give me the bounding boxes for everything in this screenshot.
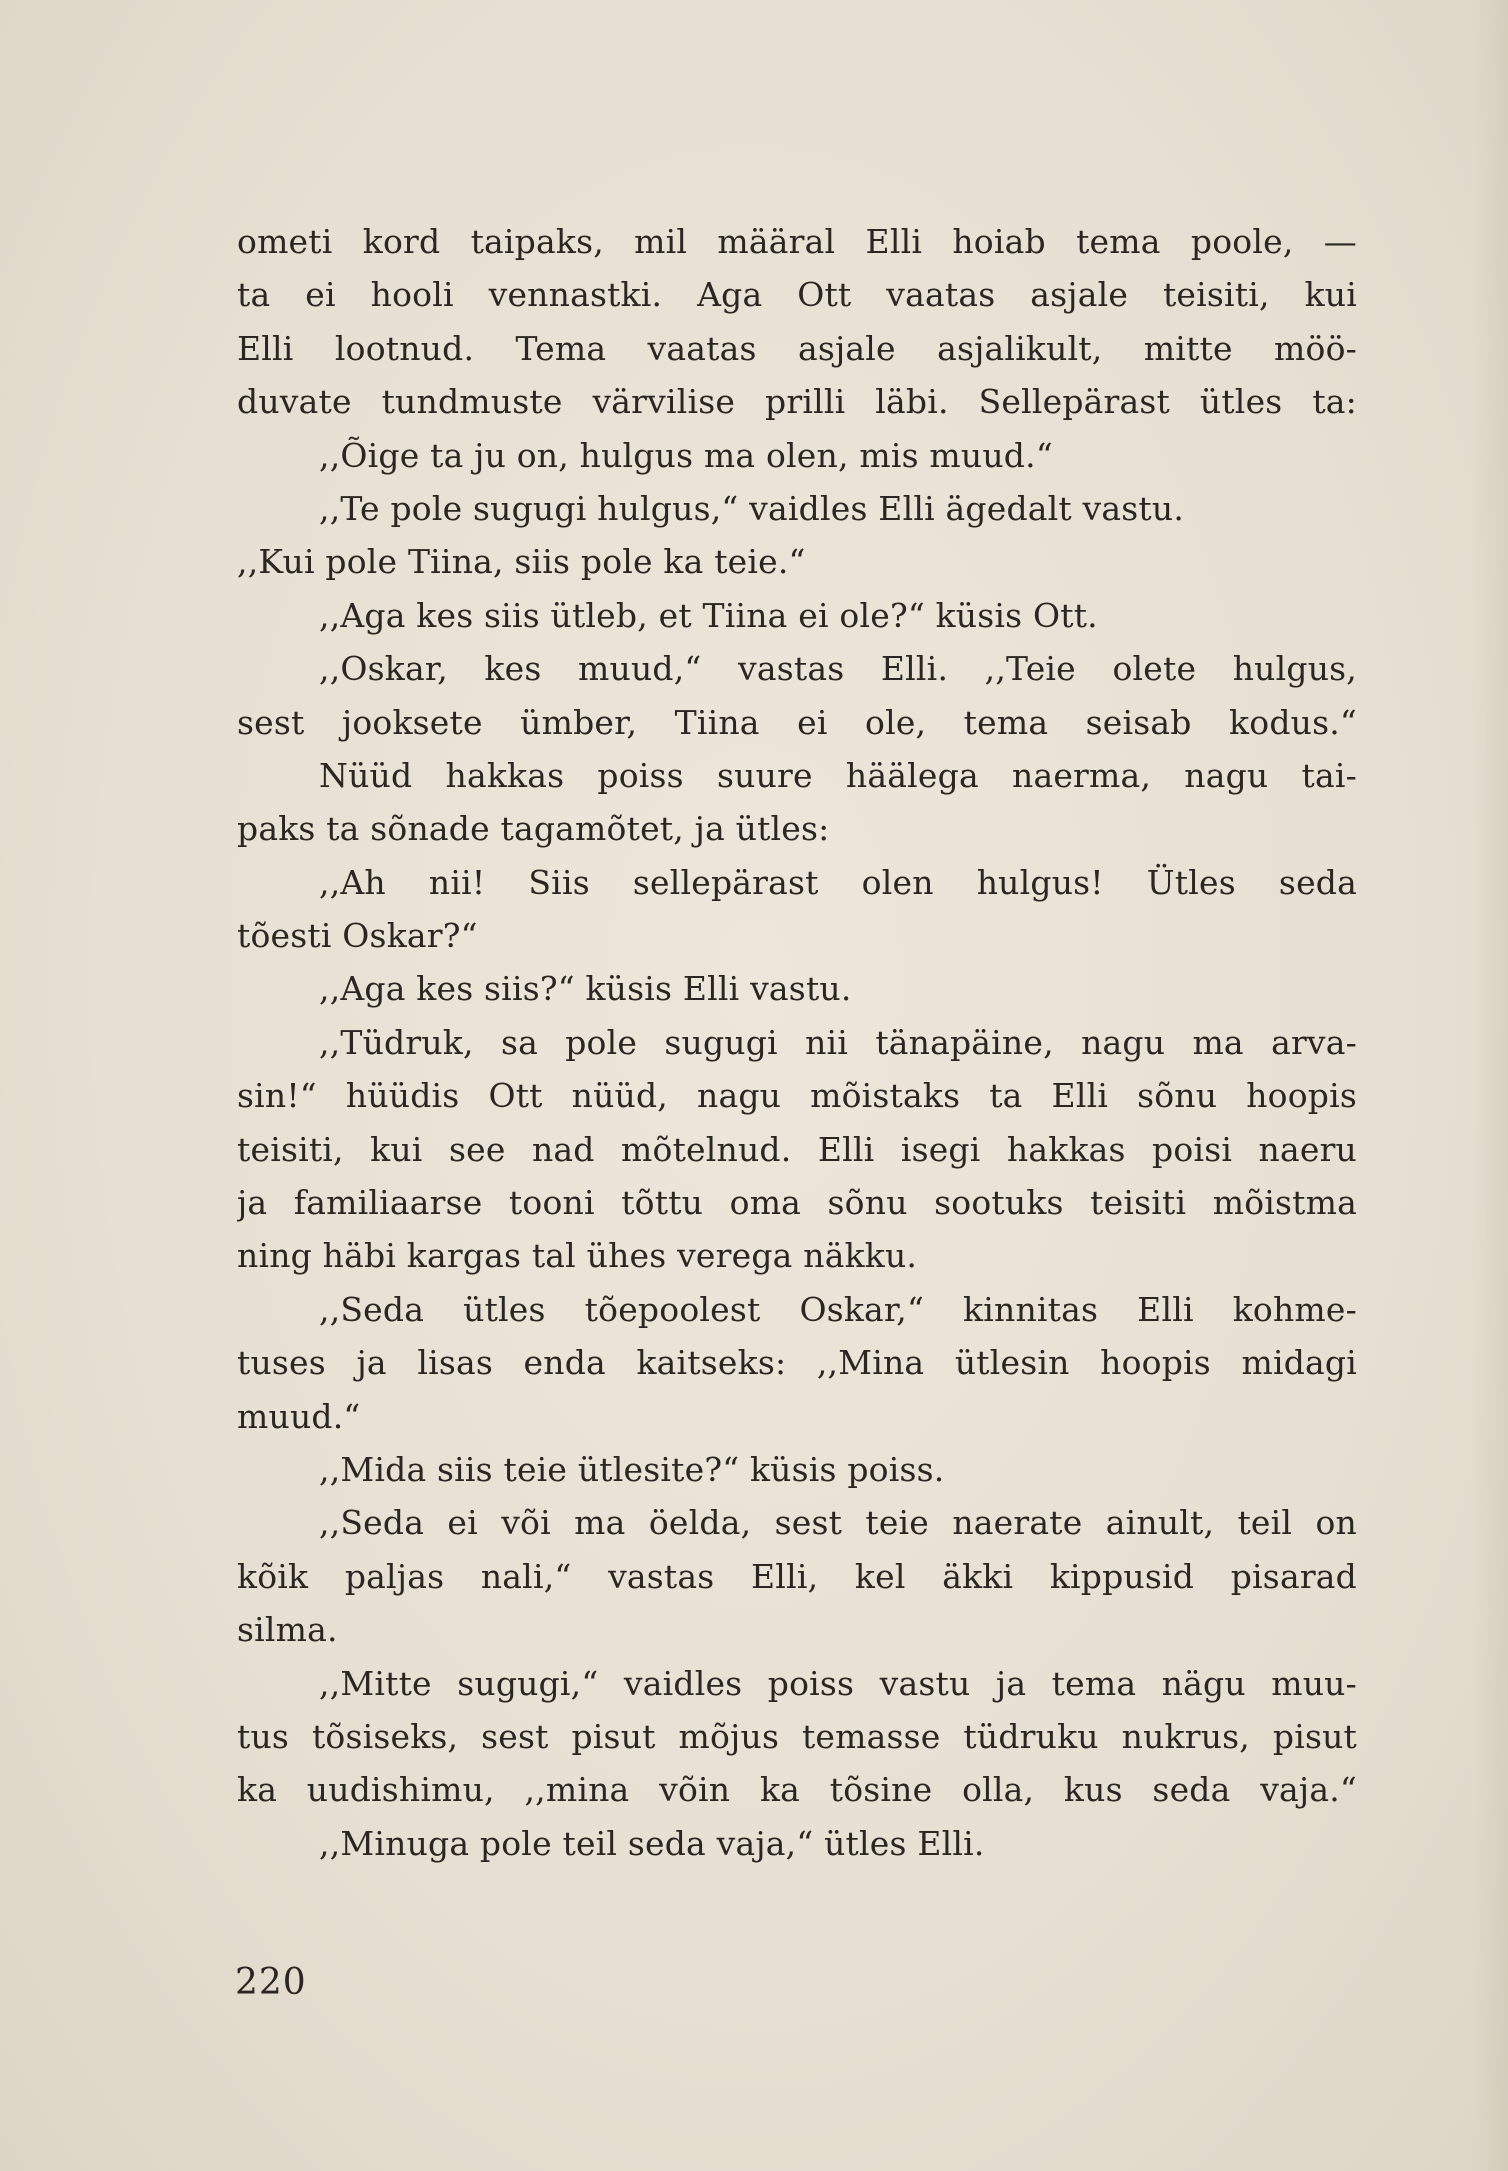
text-line: ka uudishimu, ,,mina võin ka tõsine olla, kus seda vaja.“	[237, 1770, 1357, 1810]
text-line: ta ei hooli vennastki. Aga Ott vaatas asjale teisiti, kui	[237, 275, 1357, 315]
text-line: ,,Mida siis teie ütlesite?“ küsis poiss.	[319, 1449, 945, 1489]
text-line: ,,Minuga pole teil seda vaja,“ ütles Elli.	[319, 1823, 985, 1863]
text-line: duvate tundmuste värvilise prilli läbi. Sellepärast ütles ta:	[237, 382, 1357, 422]
text-line: ,,Oskar, kes muud,“ vastas Elli. ,,Teie olete hulgus,	[319, 649, 1357, 689]
text-line: ,,Aga kes siis ütleb, et Tiina ei ole?“ küsis Ott.	[319, 595, 1098, 635]
text-line: tus tõsiseks, sest pisut mõjus temasse tüdruku nukrus, pisut	[237, 1716, 1357, 1756]
text-line: Nüüd hakkas poiss suure häälega naerma, nagu tai-	[319, 755, 1357, 795]
body-text	[237, 215, 1357, 1870]
text-line: tõesti Oskar?“	[237, 916, 478, 956]
text-line: Elli lootnud. Tema vaatas asjale asjalikult, mitte möö-	[237, 328, 1357, 368]
text-line: ja familiaarse tooni tõttu oma sõnu sootuks teisiti mõistma	[237, 1183, 1357, 1223]
text-line: ,,Seda ütles tõepoolest Oskar,“ kinnitas Elli kohme-	[319, 1289, 1357, 1329]
text-line: ,,Seda ei või ma öelda, sest teie naerate ainult, teil on	[319, 1503, 1357, 1543]
text-line: silma.	[237, 1610, 338, 1650]
page-number: 220	[235, 1962, 307, 2003]
text-line: sin!“ hüüdis Ott nüüd, nagu mõistaks ta Elli sõnu hoopis	[237, 1076, 1357, 1116]
text-line: ,,Tüdruk, sa pole sugugi nii tänapäine, nagu ma arva-	[319, 1022, 1357, 1062]
text-line: ,,Ah nii! Siis sellepärast olen hulgus! Ütles seda	[319, 862, 1357, 902]
text-line: ,,Aga kes siis?“ küsis Elli vastu.	[319, 969, 852, 1009]
text-line: ,,Te pole sugugi hulgus,“ vaidles Elli ägedalt vastu.	[319, 488, 1185, 528]
text-line: kõik paljas nali,“ vastas Elli, kel äkki kippusid pisarad	[237, 1556, 1357, 1596]
text-line: ning häbi kargas tal ühes verega näkku.	[237, 1236, 918, 1276]
text-line: ,,Mitte sugugi,“ vaidles poiss vastu ja tema nägu muu-	[319, 1663, 1357, 1703]
text-line: ,,Kui pole Tiina, siis pole ka teie.“	[237, 542, 806, 582]
text-line: tuses ja lisas enda kaitseks: ,,Mina ütlesin hoopis midagi	[237, 1343, 1357, 1383]
text-line: paks ta sõnade tagamõtet, ja ütles:	[237, 809, 830, 849]
text-line: teisiti, kui see nad mõtelnud. Elli isegi hakkas poisi naeru	[237, 1129, 1357, 1169]
text-line: sest jooksete ümber, Tiina ei ole, tema seisab kodus.“	[237, 702, 1357, 742]
text-line: ometi kord taipaks, mil määral Elli hoiab tema poole, —	[237, 222, 1357, 261]
text-line: muud.“	[237, 1396, 361, 1436]
text-line: ,,Õige ta ju on, hulgus ma olen, mis muud.“	[319, 435, 1053, 475]
